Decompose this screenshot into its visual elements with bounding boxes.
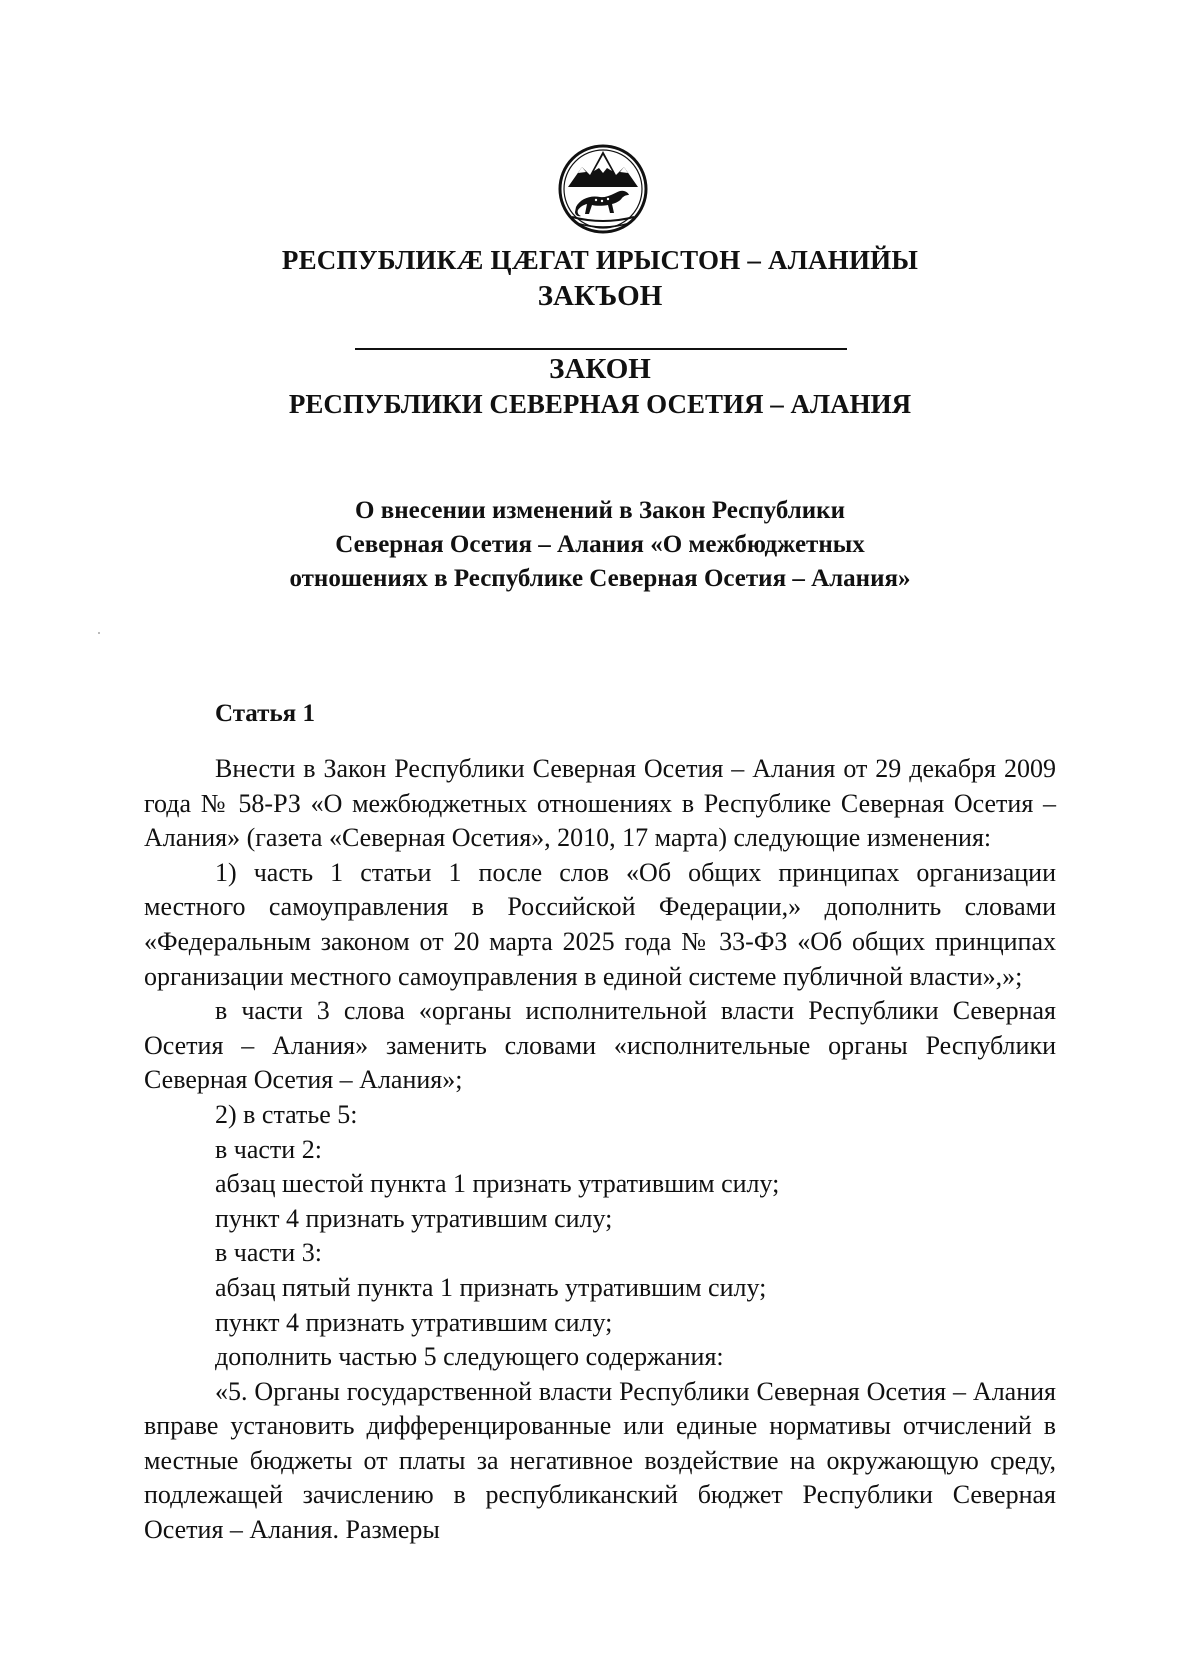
article-heading: Статья 1 bbox=[215, 700, 315, 727]
header-russian-line1: ЗАКОН bbox=[549, 353, 651, 385]
article-paragraph: абзац пятый пункта 1 признать утратившим силу; bbox=[215, 1272, 767, 1302]
article-paragraph: абзац шестой пункта 1 признать утратившим силу; bbox=[215, 1169, 780, 1199]
article-paragraph: «5. Органы государственной власти Республики Северная Осетия – Алания вправе установить дифференцированные или единые нормативы отчислений в местные бюджеты от платы за негативное воздействие на окружающую среду, подлежащей зачислению в республиканский бюджет Республики Северная Осетия – Алания. Размеры bbox=[144, 1376, 1056, 1545]
coat-of-arms-emblem-icon bbox=[556, 137, 650, 241]
article-paragraph: в части 2: bbox=[215, 1134, 322, 1164]
article-paragraph: в части 3 слова «органы исполнительной власти Республики Северная Осетия – Алания» заменить словами «исполнительные органы Республики Северная Осетия – Алания»; bbox=[144, 996, 1056, 1095]
header-ossetian-line1: РЕСПУБЛИКӔ ЦӔГАТ ИРЫСТОН – АЛАНИЙЫ bbox=[281, 245, 919, 275]
article-body bbox=[144, 752, 1056, 1548]
scan-speck bbox=[98, 632, 100, 634]
header-divider bbox=[355, 348, 847, 350]
article-paragraph: дополнить частью 5 следующего содержания: bbox=[215, 1342, 724, 1372]
law-title-line2: Северная Осетия – Алания «О межбюджетных bbox=[335, 531, 865, 558]
law-title-line1: О внесении изменений в Закон Республики bbox=[355, 497, 845, 524]
article-paragraph: Внести в Закон Республики Северная Осетия – Алания от 29 декабря 2009 года № 58-РЗ «О межбюджетных отношениях в Республике Северная Осетия – Алания» (газета «Северная Осетия», 2010, 17 марта) следующие изменения: bbox=[144, 754, 1056, 853]
article-paragraph: 1) часть 1 статьи 1 после слов «Об общих принципах организации местного самоуправления в Российской Федерации,» дополнить словами «Федеральным законом от 20 марта 2025 года № 33-ФЗ «Об общих принципах организации местного самоуправления в единой системе публичной власти»,»; bbox=[144, 857, 1056, 991]
header-ossetian-line2: ЗАКЪОН bbox=[537, 280, 663, 312]
law-title-line3: отношениях в Республике Северная Осетия – Алания» bbox=[289, 565, 911, 592]
header-russian-line2: РЕСПУБЛИКИ СЕВЕРНАЯ ОСЕТИЯ – АЛАНИЯ bbox=[288, 389, 912, 419]
article-paragraph: пункт 4 признать утратившим силу; bbox=[215, 1203, 613, 1233]
article-paragraph: пункт 4 признать утратившим силу; bbox=[215, 1307, 613, 1337]
article-paragraph: в части 3: bbox=[215, 1238, 322, 1268]
article-paragraph: 2) в статье 5: bbox=[215, 1099, 358, 1129]
